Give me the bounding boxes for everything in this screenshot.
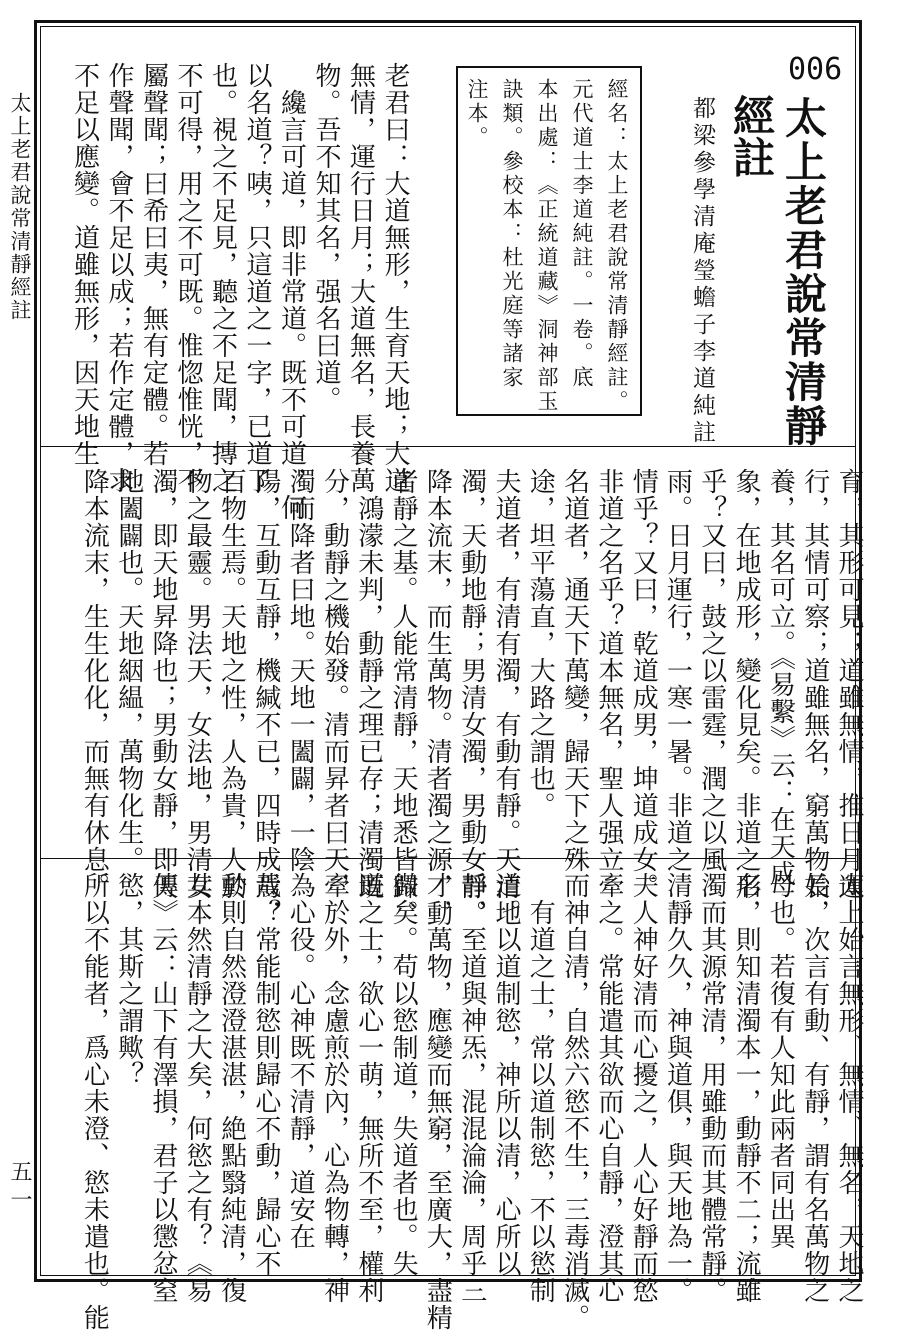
panel3-column: 夫人神好清而心擾之，人心好靜而慾 bbox=[628, 872, 659, 1304]
panel2-column: 濁，即天地昇降也；男動女靜，即天 bbox=[148, 468, 178, 900]
panel1-column: 不可得，用之不可既。惟惚惟恍，不 bbox=[173, 62, 203, 494]
panel3-column: 動則自然澄澄湛湛，絶點翳純清，復 bbox=[216, 872, 247, 1304]
panel3-column: 道之士，欲心一萌，無所不至，權利 bbox=[353, 872, 384, 1304]
panel3-column: 有道之士，常以道制慾，不以慾制 bbox=[525, 872, 556, 1304]
margin-title: 太上老君說常清靜經註 bbox=[8, 92, 32, 322]
panel3-column: 其本然清靜之大矣，何慾之有？《易 bbox=[182, 872, 213, 1304]
panel1-column: 物。吾不知其名，强名曰道。 bbox=[311, 62, 341, 413]
note_box-column: 本出處：《正統道藏》洞神部玉 bbox=[535, 78, 559, 414]
panel2-column: 雨。日月運行，一寒一暑。非道之 bbox=[662, 468, 693, 873]
panel2-column: 濁而降者曰地。天地一闔闢，一陰 bbox=[285, 468, 316, 873]
panel3-column: 牽之。常能遣其欲而心自靜，澄其心 bbox=[593, 872, 624, 1304]
panel2-column: 地闔闢也。天地絪緼，萬物化生。 bbox=[113, 468, 144, 873]
panel2-column: 名道者，通天下萬變，歸天下之殊 bbox=[559, 468, 590, 873]
panel2-column: 象，在地成形，變化見矣。非道之形 bbox=[731, 468, 762, 900]
panel1-column: 屬聲聞；曰希曰夷，無有定體。若 bbox=[138, 62, 169, 467]
note_box-column: 注本。 bbox=[465, 78, 489, 150]
panel1-column: 老君曰：大道無形，生育天地；大道 bbox=[380, 62, 410, 494]
title-line-1: 太上老君說常清靜 bbox=[779, 96, 828, 448]
panel3-column: 哉？常能制慾則歸心不動，歸心不 bbox=[250, 872, 281, 1277]
note_box-column: 經名：太上老君說常清靜經註。 bbox=[605, 78, 629, 414]
panel3-column: 微矣。苟以慾制道，失道者也。失 bbox=[388, 872, 419, 1277]
panel3-column: 靜，至道與神炁，混混淪淪，周乎三 bbox=[456, 872, 487, 1304]
panel3-column: 牽於外，念慮煎於內，心為物轉，神 bbox=[319, 872, 350, 1304]
panel3-column: 所以不能者，爲心未澄、慾未遣也。能 bbox=[79, 872, 110, 1331]
panel2-column: 情乎？又曰，乾道成男，坤道成女。 bbox=[628, 468, 659, 900]
panel3-column: 清靜久久，神與道俱，與天地為一。 bbox=[662, 872, 693, 1304]
panel2-column: 乎？又曰，鼓之以雷霆，潤之以風 bbox=[696, 468, 727, 873]
panel3-column: 太上始言無形、無情、無名，天地之 bbox=[834, 872, 864, 1304]
panel2-column: 非道之名乎？道本無名，聖人强立 bbox=[593, 468, 624, 873]
panel2-column: 物之最靈。男法天，女法地，男清女 bbox=[182, 468, 213, 900]
note_box-column: 訣類。參校本：杜光庭等諸家 bbox=[500, 78, 524, 390]
panel2-column: 濁，天動地靜；男清女濁，男動女靜。 bbox=[456, 468, 487, 927]
panel2-column: 鴻濛未判，動靜之理已存；清濁既 bbox=[353, 468, 384, 900]
panel1-column: 以名道？咦，只這道之一字，已道了 bbox=[242, 62, 272, 494]
panel2-column: 養，其名可立。《易繫》云：在天成 bbox=[765, 468, 796, 887]
panel3-column: 才，萬物，應變而無窮，至廣大，盡精 bbox=[422, 872, 453, 1331]
panel3-column: 始，次言有動、有靜，謂有名萬物之 bbox=[799, 872, 830, 1304]
panel2-column: 者靜之基。人能常清靜，天地悉皆歸。 bbox=[388, 468, 419, 927]
panel2-column: 降本流末，生生化化，而無有休息。 bbox=[79, 468, 110, 900]
note_box-column: 元代道士李道純註。一卷。底 bbox=[570, 78, 594, 390]
panel3-column: 傳》云：山下有澤損，君子以懲忿窒 bbox=[148, 872, 178, 1304]
panel3-column: 母也。若復有人知此兩者同出異 bbox=[765, 872, 796, 1250]
panel2-column: 行，其情可察；道雖無名，窮萬物長 bbox=[799, 468, 830, 900]
page-number: 五一 bbox=[7, 1160, 32, 1216]
author-line: 都梁參學清庵瑩蟾子李道純註 bbox=[689, 96, 715, 447]
panel2-column: 降本流末，而生萬物。清者濁之源，動 bbox=[422, 468, 453, 927]
panel1-column: 也。視之不足見，聽之不足聞，摶之 bbox=[207, 62, 238, 494]
panel3-column: 而神自清，自然六慾不生，三毒消滅。 bbox=[559, 872, 590, 1331]
panel2-column: 途，坦平蕩直，大路之謂也。 bbox=[525, 468, 556, 819]
panel2-column: 夫道者，有清有濁，有動有靜。天清地 bbox=[491, 468, 521, 927]
panel2-column: 育，其形可見；道雖無情，推日月運 bbox=[834, 468, 864, 900]
panel1-column: 不足以應變。道雖無形，因天地生 bbox=[69, 62, 100, 467]
title-line-2: 經註 bbox=[727, 94, 776, 178]
panel3-column: 道。以道制慾，神所以清，心所以 bbox=[491, 872, 521, 1277]
panel2-column: 百物生焉。天地之性，人為貴，人於 bbox=[216, 468, 247, 900]
panel3-column: 為心役。心神既不清靜，道安在 bbox=[285, 872, 316, 1250]
panel3-column: 慾，其斯之謂歟？ bbox=[113, 872, 144, 1088]
panel1-column: 纔言可道，即非常道。既不可道，何 bbox=[276, 62, 307, 521]
panel1-column: 無情，運行日月；大道無名，長養萬 bbox=[345, 62, 376, 494]
panel3-column: 名，則知清濁本一，動靜不二；流雖 bbox=[731, 872, 762, 1304]
panel2-column: 分，動靜之機始發。清而昇者曰天， bbox=[319, 468, 350, 900]
text-number: 006 bbox=[788, 52, 843, 87]
panel1-column: 作聲聞，會不足以成；若作定體，求 bbox=[104, 62, 134, 494]
panel2-column: 陽，互動互靜，機緘不已，四時成焉， bbox=[250, 468, 281, 927]
panel3-column: 濁而其源常清，用雖動而其體常靜。 bbox=[696, 872, 727, 1304]
